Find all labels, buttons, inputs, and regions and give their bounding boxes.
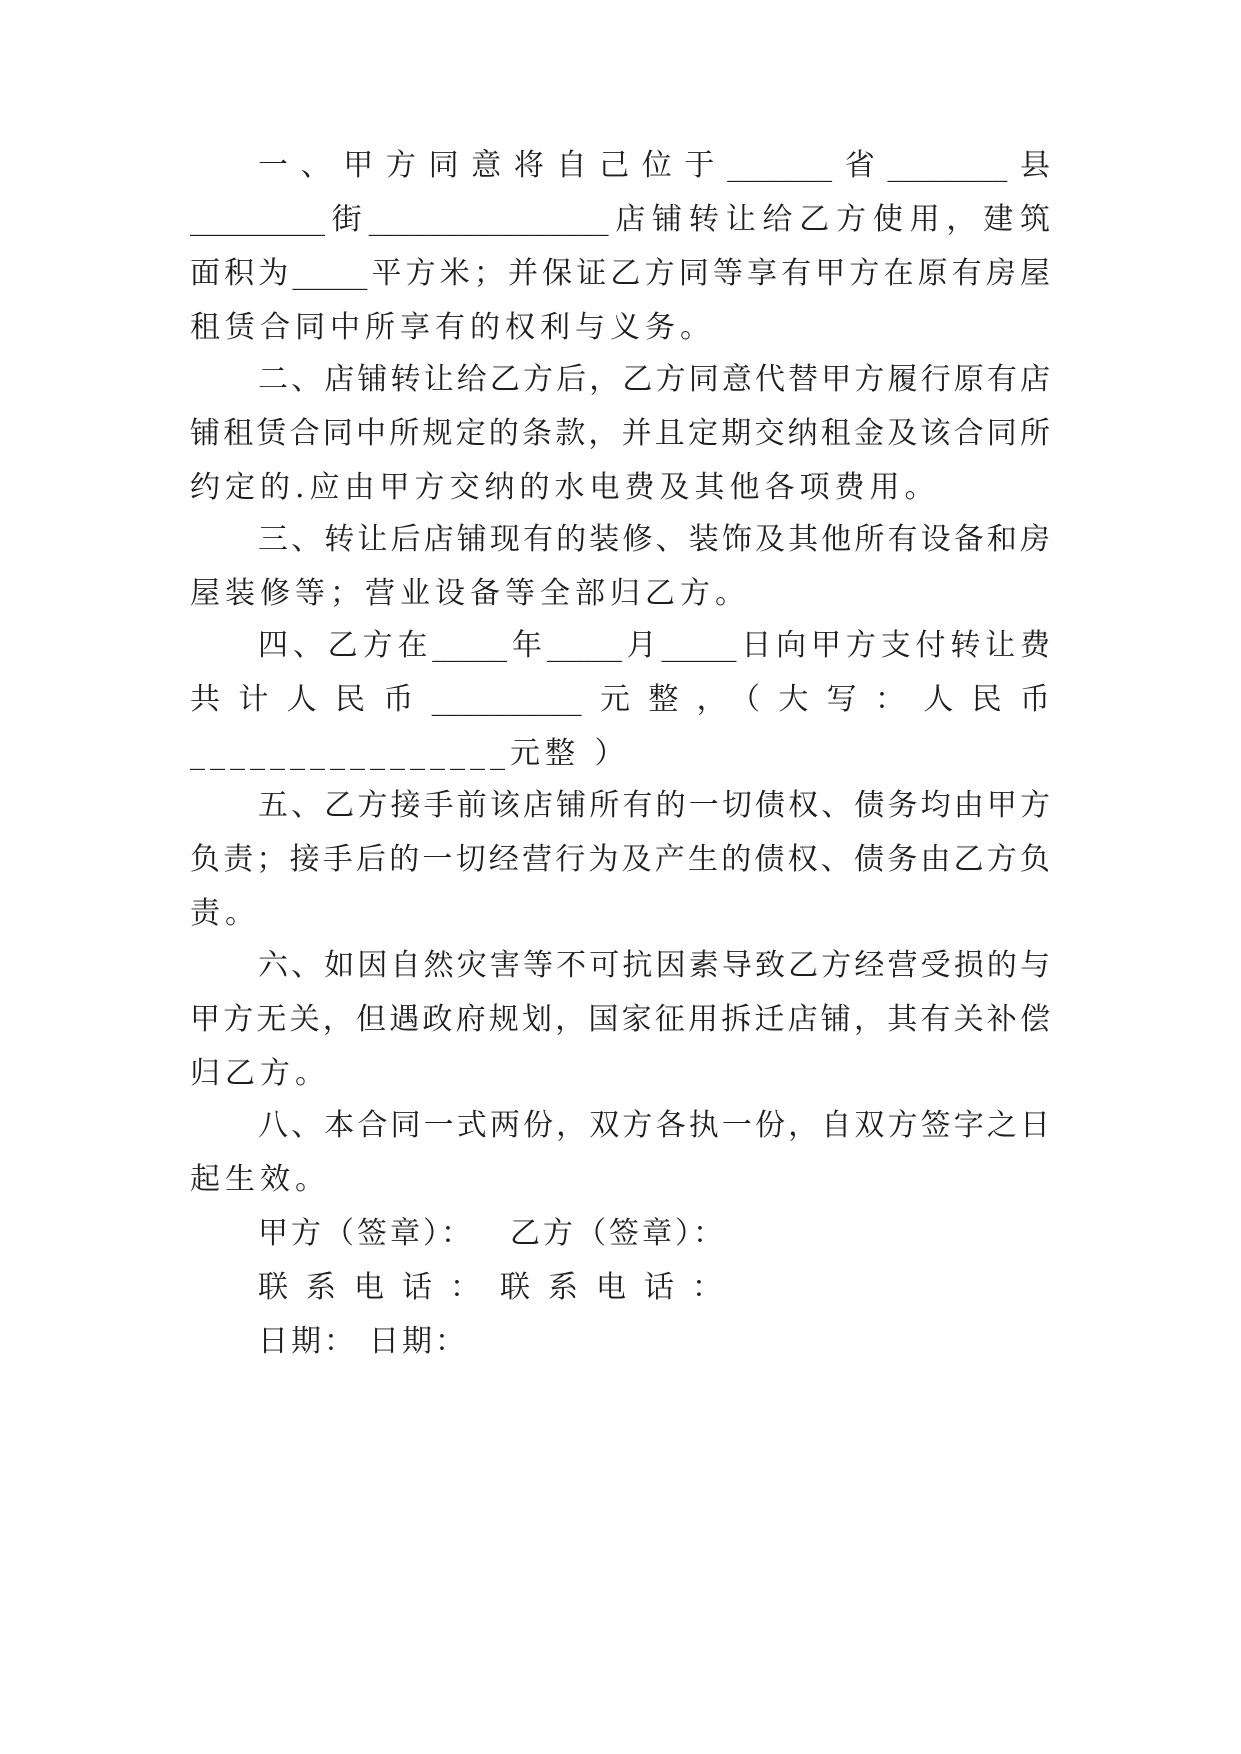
phone-line (258, 1258, 1050, 1318)
party-b-sign-label: 乙方（签章）： (510, 1216, 726, 1251)
clause-3-line-1: 三、转让后店铺现有的装修、装饰及其他所有设备和房 (258, 522, 1050, 557)
party-a-phone-label: 联系电话： (258, 1270, 498, 1305)
clause-1-line-4: 租赁合同中所享有的权利与义务。 (190, 310, 715, 345)
clause-1-line-3: 面积为_____平方米；并保证乙方同等享有甲方在原有房屋 (190, 256, 1050, 291)
party-b-date-label: 日期： (369, 1324, 468, 1359)
date-line (258, 1312, 1050, 1372)
clause-1-line-2: _________街________________店铺转让给乙方使用，建筑 (190, 202, 1050, 237)
clause-8-line-2: 起生效。 (190, 1162, 330, 1197)
clause-2-line-2: 铺租赁合同中所规定的条款，并且定期交纳租金及该合同所 (190, 416, 1050, 451)
clause-4-line-3: ________________元整 ） (190, 736, 630, 771)
clause-5-line-3: 责。 (190, 896, 260, 931)
clause-6-line-2: 甲方无关，但遇政府规划，国家征用拆迁店铺，其有关补偿 (190, 1002, 1050, 1037)
clause-3-line-2: 屋装修等；营业设备等全部归乙方。 (190, 576, 750, 611)
clause-1-line-1: 一、甲方同意将自己位于_______省________县 (258, 148, 1050, 183)
clause-4-line-2: 共计人民币__________元整，（大写：人民币 (190, 682, 1050, 717)
clause-8-line-1: 八、本合同一式两份，双方各执一份，自双方签字之日 (258, 1108, 1050, 1143)
clause-5-line-2: 负责；接手后的一切经营行为及产生的债权、债务由乙方负 (190, 842, 1050, 877)
party-b-phone-label: 联系电话： (500, 1270, 740, 1305)
party-a-date-label: 日期： (258, 1324, 357, 1359)
clause-2-line-1: 二、店铺转让给乙方后，乙方同意代替甲方履行原有店 (258, 362, 1050, 397)
clause-6-line-1: 六、如因自然灾害等不可抗因素导致乙方经营受损的与 (258, 948, 1050, 983)
signature-line (258, 1204, 1050, 1264)
clause-2-line-3: 约定的.应由甲方交纳的水电费及其他各项费用。 (190, 470, 940, 505)
clause-4-line-1: 四、乙方在_____年_____月_____日向甲方支付转让费 (258, 628, 1050, 663)
clause-5-line-1: 五、乙方接手前该店铺所有的一切债权、债务均由甲方 (258, 788, 1050, 823)
clause-6-line-3: 归乙方。 (190, 1056, 330, 1091)
party-a-sign-label: 甲方（签章）： (258, 1216, 474, 1251)
